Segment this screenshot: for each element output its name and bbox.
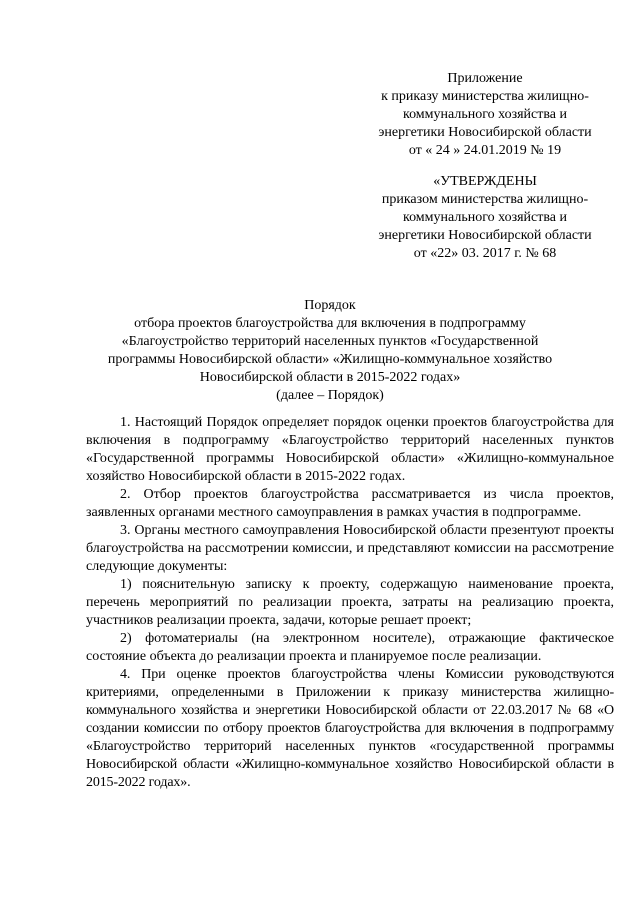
title-line: Порядок xyxy=(304,298,356,313)
appendix-line: коммунального хозяйства и xyxy=(402,107,568,122)
title-line: программы Новосибирской области» «Жилищно-коммунальное хозяйство xyxy=(107,352,553,367)
title-line: отбора проектов благоустройства для включения в подпрограмму xyxy=(134,316,526,331)
paragraph-2: 2. Отбор проектов благоустройства рассматривается из числа проектов, заявленных органами местного самоуправления в рамках участия в подпрограмме. xyxy=(86,487,614,520)
paragraph-3: 3. Органы местного самоуправления Новосибирской области презентуют проекты благоустройства на рассмотрении комиссии, и представляют комиссии на рассмотрение следующие документы: xyxy=(86,523,614,574)
approval-stamp-block xyxy=(360,173,610,263)
appendix-line: Приложение xyxy=(447,71,523,86)
appendix-line: к приказу министерства жилищно- xyxy=(381,89,589,104)
paragraph-3-item-1: 1) пояснительную записку к проекту, содержащую наименование проекта, перечень мероприятий по реализации проекта, затраты на реализацию проекта, участников реализации проекта, задачи, которые решает проект; xyxy=(86,577,614,628)
approval-line: энергетики Новосибирской области xyxy=(378,228,592,243)
approval-line: коммунального хозяйства и xyxy=(402,210,568,225)
appendix-line: от « 24 » 24.01.2019 № 19 xyxy=(408,143,562,158)
document-title xyxy=(80,297,580,405)
title-line: «Благоустройство территорий населенных пунктов «Государственной xyxy=(121,334,539,349)
document-body xyxy=(86,414,614,792)
approval-line: «УТВЕРЖДЕНЫ xyxy=(433,174,537,189)
approval-line: приказом министерства жилищно- xyxy=(381,192,589,207)
appendix-line: энергетики Новосибирской области xyxy=(378,125,592,140)
approval-line: от «22» 03. 2017 г. № 68 xyxy=(413,246,557,261)
title-line: Новосибирской области в 2015-2022 годах» xyxy=(199,370,461,385)
paragraph-3-item-2: 2) фотоматериалы (на электронном носителе), отражающие фактическое состояние объекта до реализации проекта и планируемое после реализации. xyxy=(86,631,614,664)
title-line: (далее – Порядок) xyxy=(276,388,384,403)
paragraph-1: 1. Настоящий Порядок определяет порядок оценки проектов благоустройства для включения в подпрограмму «Благоустройство территорий населенных пунктов «Государственной программы Новосибирской области» «Жилищно-коммунальное хозяйство Новосибирской области в 2015-2022 годах. xyxy=(86,415,614,484)
appendix-header xyxy=(360,70,610,160)
paragraph-4: 4. При оценке проектов благоустройства члены Комиссии руководствуются критериями, определенными в Приложении к приказу министерства жилищно-коммунального хозяйства и энергетики Новосибирской области от 22.03.2017 № 68 «О создании комиссии по отбору проектов благоустройства для включения в подпрограмму «Благоустройство территорий населенных пунктов «государственной программы Новосибирской области «Жилищно-коммунальное хозяйство Новосибирской области в 2015-2022 годах». xyxy=(86,667,614,790)
